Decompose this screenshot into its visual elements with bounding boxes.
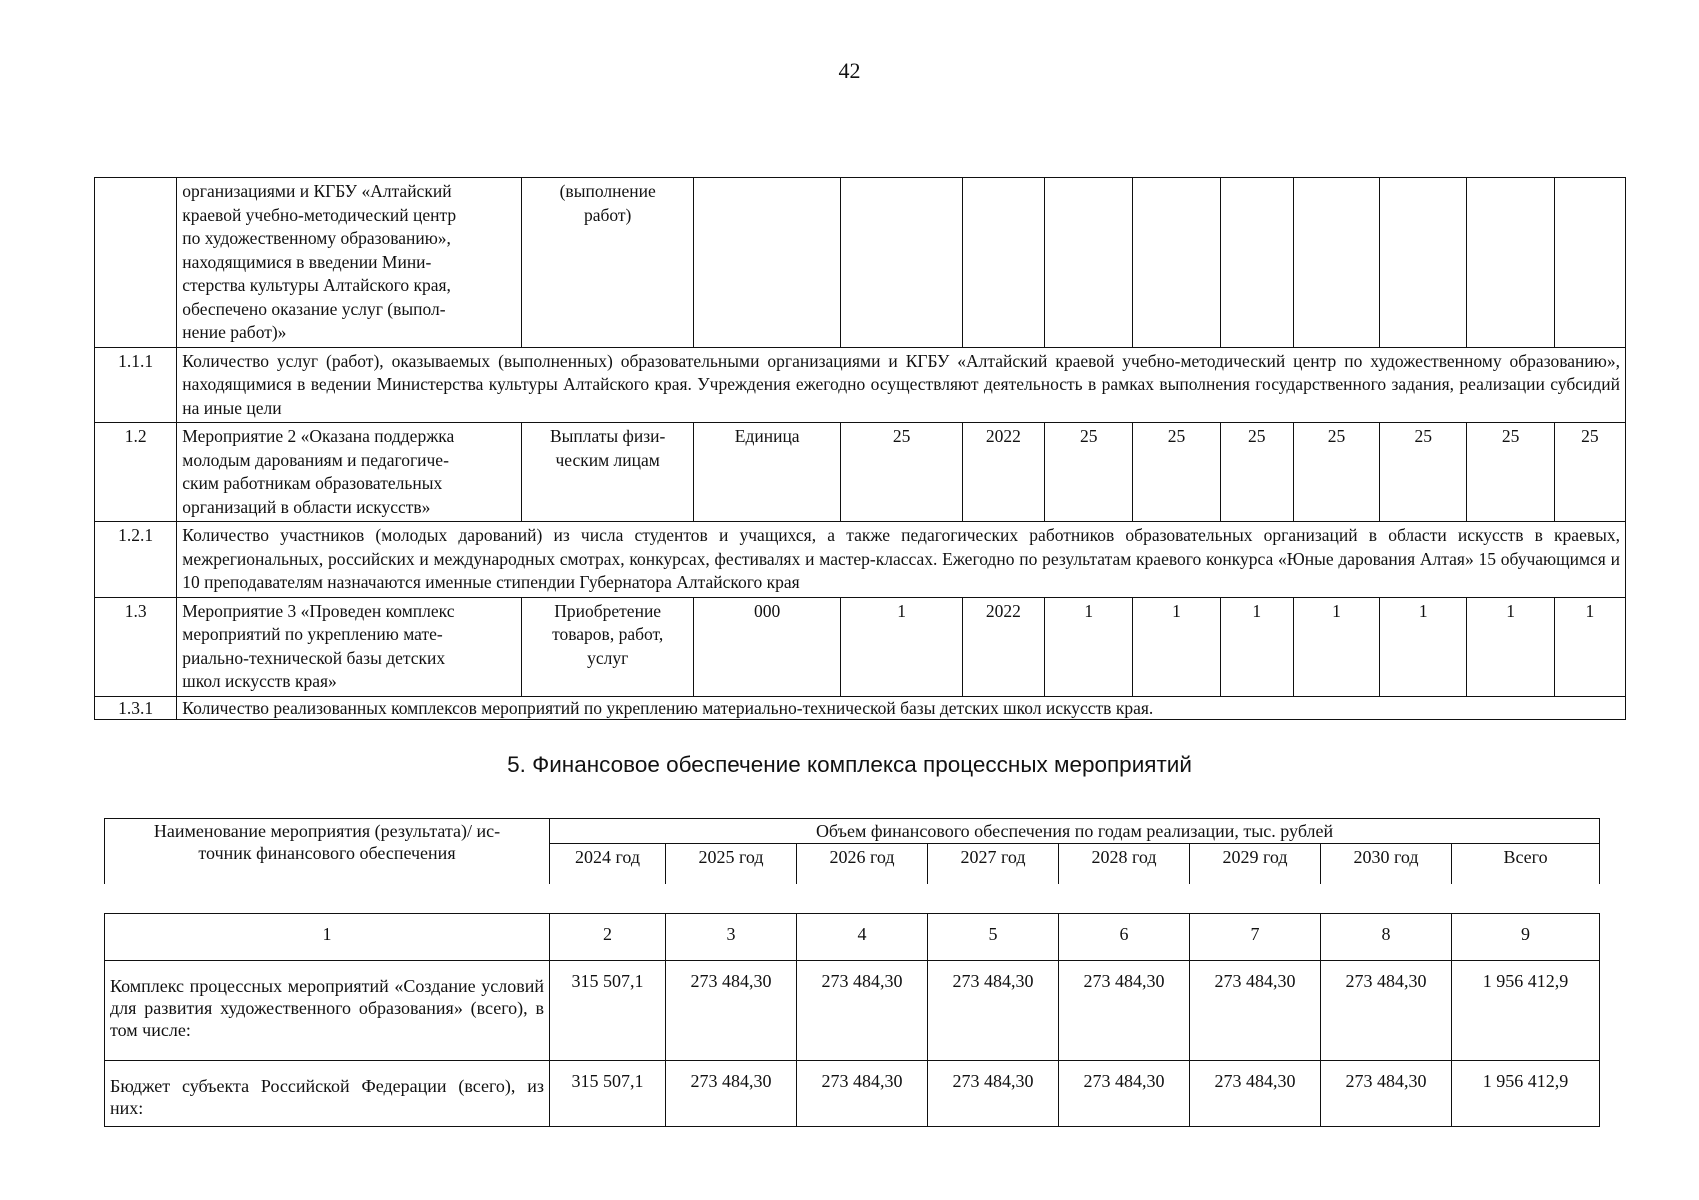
amount-cell: 273 484,30 bbox=[1321, 961, 1452, 1061]
year-value: 1 bbox=[1467, 597, 1554, 696]
row-label: Комплекс процессных мероприятий «Создание условий для развития художественного образования» (всего), в том числе: bbox=[105, 961, 550, 1061]
total-cell: 1 956 412,9 bbox=[1452, 1061, 1600, 1127]
empty-cell bbox=[1293, 178, 1379, 348]
finance-table-body bbox=[104, 913, 1600, 1127]
table-row bbox=[105, 1061, 1600, 1127]
row-number: 1.3 bbox=[95, 597, 177, 696]
year-value: 1 bbox=[1045, 597, 1133, 696]
base-value: 25 bbox=[841, 423, 962, 522]
year-value: 1 bbox=[1220, 597, 1293, 696]
table-row bbox=[95, 696, 1626, 719]
year-column-header: 2027 год bbox=[928, 844, 1059, 885]
column-number: 7 bbox=[1190, 914, 1321, 961]
page-number: 42 bbox=[838, 58, 861, 83]
table-row bbox=[95, 423, 1626, 522]
year-column-header: 2025 год bbox=[666, 844, 797, 885]
table-row bbox=[95, 597, 1626, 696]
year-value: 1 bbox=[1133, 597, 1220, 696]
section-title: 5. Финансовое обеспечение комплекса процессных мероприятий bbox=[507, 752, 1192, 777]
amount-cell: 273 484,30 bbox=[1059, 961, 1190, 1061]
empty-cell bbox=[1220, 178, 1293, 348]
year-column-header: 2028 год bbox=[1059, 844, 1190, 885]
activities-table bbox=[94, 177, 1626, 720]
column-number: 9 bbox=[1452, 914, 1600, 961]
amount-cell: 315 507,1 bbox=[550, 1061, 666, 1127]
year-value: 25 bbox=[1220, 423, 1293, 522]
amount-cell: 273 484,30 bbox=[1059, 1061, 1190, 1127]
column-number: 3 bbox=[666, 914, 797, 961]
name-source-header: Наименование мероприятия (результата)/ ис- точник финансового обеспечения bbox=[105, 819, 550, 885]
column-number: 8 bbox=[1321, 914, 1452, 961]
activity-name: Мероприятие 2 «Оказана поддержка молодым дарованиям и педагогиче- ским работникам образовательных организаций в области искусств» bbox=[177, 423, 522, 522]
amount-cell: 273 484,30 bbox=[797, 961, 928, 1061]
year-value: 25 bbox=[1554, 423, 1625, 522]
year-value: 1 bbox=[1554, 597, 1625, 696]
empty-cell bbox=[962, 178, 1044, 348]
table-row bbox=[95, 347, 1626, 423]
row-number: 1.1.1 bbox=[95, 347, 177, 423]
empty-cell bbox=[1554, 178, 1625, 348]
year-column-header: 2024 год bbox=[550, 844, 666, 885]
year-value: 25 bbox=[1133, 423, 1220, 522]
empty-cell bbox=[693, 178, 840, 348]
table-row bbox=[105, 961, 1600, 1061]
empty-cell bbox=[1380, 178, 1467, 348]
table-row bbox=[95, 178, 1626, 348]
column-number: 4 bbox=[797, 914, 928, 961]
empty-cell bbox=[1045, 178, 1133, 348]
year-value: 25 bbox=[1045, 423, 1133, 522]
column-number: 6 bbox=[1059, 914, 1190, 961]
indicator-description: Количество реализованных комплексов мероприятий по укреплению материально-технической базы детских школ искусств края. bbox=[177, 696, 1626, 719]
base-value: 1 bbox=[841, 597, 962, 696]
total-column-header: Всего bbox=[1452, 844, 1600, 885]
indicator-description: Количество услуг (работ), оказываемых (выполненных) образовательными организациями и КГБУ «Алтайский краевой учебно-методический центр по художественному образованию», находящимися в ведении Министерства культуры Алтайского края. Учреждения ежегодно осуществляют деятельность в рамках выполнения государственного задания, реализации субсидий на иные цели bbox=[177, 347, 1626, 423]
column-number: 1 bbox=[105, 914, 550, 961]
indicator-description: Количество участников (молодых дарований) из числа студентов и учащихся, а также педагогических работников образовательных организаций в области искусств в краевых, межрегиональных, российских и международных смотрах, конкурсах, фестивалях и мастер-классах. Ежегодно по результатам краевого конкурса «Юные дарования Алтая» 15 обучающимся и 10 преподавателям назначаются именные стипендии Губернатора Алтайского края bbox=[177, 522, 1626, 598]
year-value: 25 bbox=[1380, 423, 1467, 522]
base-year: 2022 bbox=[962, 597, 1044, 696]
row-label: Бюджет субъекта Российской Федерации (всего), из них: bbox=[105, 1061, 550, 1127]
year-column-header: 2029 год bbox=[1190, 844, 1321, 885]
activity-type: (выполнение работ) bbox=[522, 178, 694, 348]
year-column-header: 2030 год bbox=[1321, 844, 1452, 885]
unit: Единица bbox=[693, 423, 840, 522]
amount-cell: 273 484,30 bbox=[1190, 1061, 1321, 1127]
column-number: 2 bbox=[550, 914, 666, 961]
empty-cell bbox=[841, 178, 962, 348]
empty-cell bbox=[1467, 178, 1554, 348]
row-number: 1.2.1 bbox=[95, 522, 177, 598]
amount-cell: 273 484,30 bbox=[928, 961, 1059, 1061]
volume-header: Объем финансового обеспечения по годам реализации, тыс. рублей bbox=[550, 819, 1600, 844]
empty-cell bbox=[1133, 178, 1220, 348]
table-row bbox=[105, 819, 1600, 844]
amount-cell: 273 484,30 bbox=[797, 1061, 928, 1127]
year-value: 25 bbox=[1293, 423, 1379, 522]
unit: 000 bbox=[693, 597, 840, 696]
amount-cell: 273 484,30 bbox=[666, 961, 797, 1061]
table-row bbox=[95, 522, 1626, 598]
total-cell: 1 956 412,9 bbox=[1452, 961, 1600, 1061]
activity-type: Приобретение товаров, работ, услуг bbox=[522, 597, 694, 696]
amount-cell: 273 484,30 bbox=[928, 1061, 1059, 1127]
year-column-header: 2026 год bbox=[797, 844, 928, 885]
activity-name: организациями и КГБУ «Алтайский краевой учебно-методический центр по художественному образованию», находящимися в введении Мини- стерства культуры Алтайского края, обеспечено оказание услуг (выпол- нение работ)» bbox=[177, 178, 522, 348]
row-number: 1.2 bbox=[95, 423, 177, 522]
row-number bbox=[95, 178, 177, 348]
activity-name: Мероприятие 3 «Проведен комплекс мероприятий по укреплению мате- риально-технической базы детских школ искусств края» bbox=[177, 597, 522, 696]
year-value: 1 bbox=[1293, 597, 1379, 696]
row-number: 1.3.1 bbox=[95, 696, 177, 719]
amount-cell: 273 484,30 bbox=[666, 1061, 797, 1127]
amount-cell: 273 484,30 bbox=[1321, 1061, 1452, 1127]
year-value: 25 bbox=[1467, 423, 1554, 522]
year-value: 1 bbox=[1380, 597, 1467, 696]
column-number: 5 bbox=[928, 914, 1059, 961]
amount-cell: 315 507,1 bbox=[550, 961, 666, 1061]
amount-cell: 273 484,30 bbox=[1190, 961, 1321, 1061]
activity-type: Выплаты физи- ческим лицам bbox=[522, 423, 694, 522]
column-numbers-row bbox=[105, 914, 1600, 961]
finance-table-header bbox=[104, 818, 1600, 884]
base-year: 2022 bbox=[962, 423, 1044, 522]
